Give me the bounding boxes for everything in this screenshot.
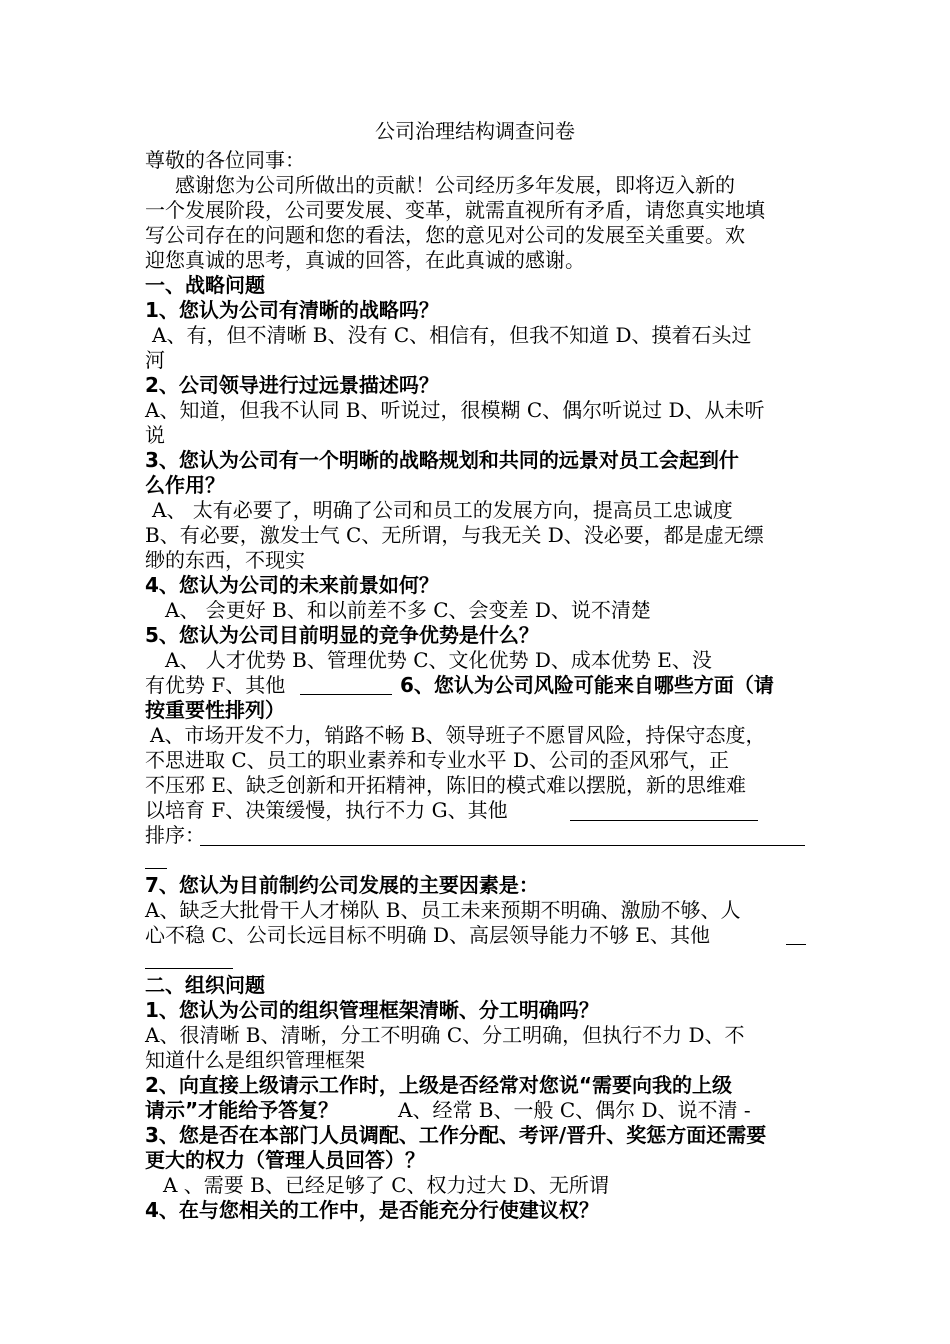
question-2-3: 3、您是否在本部门人员调配、工作分配、考评/晋升、奖惩方面还需要 bbox=[145, 1123, 767, 1147]
blank-line-6g bbox=[570, 820, 758, 821]
question-1-2-options-cont: 说 bbox=[145, 423, 165, 447]
question-2-1: 1、您认为公司的组织管理框架清晰、分工明确吗？ bbox=[145, 998, 599, 1022]
question-2-3-options: A 、需要 B、已经足够了 C、权力过大 D、无所谓 bbox=[163, 1173, 609, 1197]
question-1-5-options-cont: 有优势 F、其他 bbox=[145, 673, 286, 697]
question-1-6-options-3: 不压邪 E、缺乏创新和开拓精神，陈旧的模式难以摆脱，新的思维难 bbox=[145, 773, 746, 797]
intro-line-2: 一个发展阶段，公司要发展、变革，就需直视所有矛盾，请您真实地填 bbox=[145, 198, 765, 222]
question-2-4: 4、在与您相关的工作中，是否能充分行使建议权？ bbox=[145, 1198, 599, 1222]
section-1-heading: 一、战略问题 bbox=[145, 273, 265, 297]
question-1-5-options: A、 人才优势 B、管理优势 C、文化优势 D、成本优势 E、没 bbox=[165, 648, 712, 672]
question-1-3: 3、您认为公司有一个明晰的战略规划和共同的远景对员工会起到什 bbox=[145, 448, 739, 472]
question-1-5: 5、您认为公司目前明显的竞争优势是什么？ bbox=[145, 623, 539, 647]
question-1-2: 2、公司领导进行过远景描述吗？ bbox=[145, 373, 439, 397]
question-2-2-cont: 请示”才能给予答复？ bbox=[145, 1098, 339, 1122]
question-1-3-cont: 么作用？ bbox=[145, 473, 225, 497]
question-1-3-options: A、 太有必要了，明确了公司和员工的发展方向，提高员工忠诚度 bbox=[152, 498, 733, 522]
question-2-1-options: A、很清晰 B、清晰，分工不明确 C、分工明确，但执行不力 D、不 bbox=[145, 1023, 745, 1047]
intro-line-4: 迎您真诚的思考，真诚的回答，在此真诚的感谢。 bbox=[145, 248, 585, 272]
rank-blank-line bbox=[200, 845, 805, 846]
question-1-3-options-cont-2: 缈的东西，不现实 bbox=[145, 548, 305, 572]
question-1-6-options-4: 以培育 F、决策缓慢，执行不力 G、其他 bbox=[145, 798, 508, 822]
question-1-4-options: A、 会更好 B、和以前差不多 C、会变差 D、说不清楚 bbox=[165, 598, 651, 622]
question-1-7: 7、您认为目前制约公司发展的主要因素是： bbox=[145, 873, 539, 897]
question-1-3-options-cont: B、有必要，激发士气 C、无所谓，与我无关 D、没必要，都是虚无缥 bbox=[145, 523, 764, 547]
question-2-2: 2、向直接上级请示工作时，上级是否经常对您说“需要向我的上级 bbox=[145, 1073, 733, 1097]
greeting: 尊敬的各位同事： bbox=[145, 148, 305, 172]
question-1-6: 6、您认为公司风险可能来自哪些方面（请 bbox=[400, 673, 774, 697]
question-1-1-options: A、有，但不清晰 B、没有 C、相信有，但我不知道 D、摸着石头过 bbox=[152, 323, 752, 347]
blank-line-5 bbox=[300, 694, 392, 695]
question-2-3-cont: 更大的权力（管理人员回答）？ bbox=[145, 1148, 425, 1172]
question-1-4: 4、您认为公司的未来前景如何？ bbox=[145, 573, 439, 597]
question-1-7-options: A、缺乏大批骨干人才梯队 B、员工未来预期不明确、激励不够、人 bbox=[145, 898, 741, 922]
question-2-2-options: A、经常 B、一般 C、偶尔 D、说不清 - bbox=[398, 1098, 751, 1122]
section-2-heading: 二、组织问题 bbox=[145, 973, 265, 997]
question-1-6-cont: 按重要性排列） bbox=[145, 698, 285, 722]
blank-line-7 bbox=[786, 944, 806, 945]
blank-line-7-cont bbox=[145, 968, 233, 969]
question-1-2-options: A、知道，但我不认同 B、听说过，很模糊 C、偶尔听说过 D、从未听 bbox=[145, 398, 765, 422]
intro-line-1: 感谢您为公司所做出的贡献！公司经历多年发展，即将迈入新的 bbox=[175, 173, 735, 197]
question-1-6-options-2: 不思进取 C、员工的职业素养和专业水平 D、公司的歪风邪气，正 bbox=[145, 748, 730, 772]
question-2-1-options-cont: 知道什么是组织管理框架 bbox=[145, 1048, 365, 1072]
question-1-7-options-cont: 心不稳 C、公司长远目标不明确 D、高层领导能力不够 E、其他 bbox=[145, 923, 711, 947]
page-title: 公司治理结构调查问卷 bbox=[375, 119, 575, 143]
question-1-1: 1、您认为公司有清晰的战略吗？ bbox=[145, 298, 439, 322]
question-1-1-options-cont: 河 bbox=[145, 348, 165, 372]
question-1-6-options-1: A、市场开发不力，销路不畅 B、领导班子不愿冒风险，持保守态度， bbox=[150, 723, 766, 747]
rank-blank-line-cont bbox=[145, 868, 167, 869]
intro-line-3: 写公司存在的问题和您的看法，您的意见对公司的发展至关重要。欢 bbox=[145, 223, 745, 247]
rank-label: 排序： bbox=[145, 823, 205, 847]
